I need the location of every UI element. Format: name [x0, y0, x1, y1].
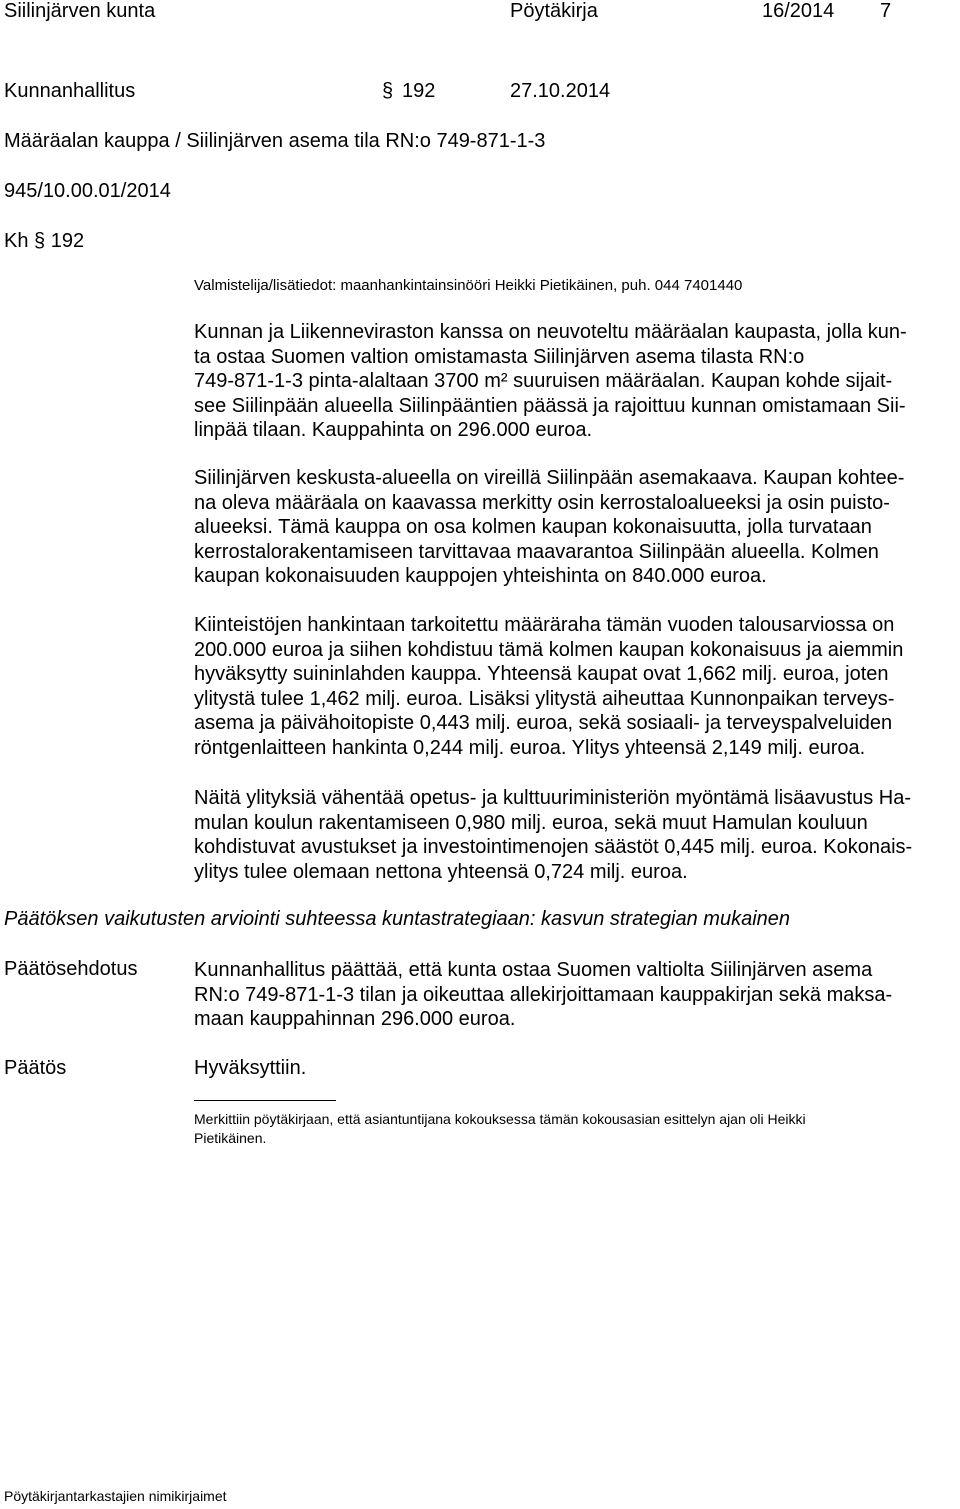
paragraph-line: linpää tilaan. Kauppahinta on 296.000 euroa.: [194, 419, 593, 441]
paragraph-line: ta ostaa Suomen valtion omistamasta Siilinjärven asema tilasta RN:o: [194, 345, 805, 368]
page-footer: Pöytäkirjantarkastajien nimikirjaimet: [4, 1488, 227, 1504]
paragraph-line: kaupan kokonaisuuden kauppojen yhteishinta on 840.000 euroa.: [194, 565, 767, 587]
paragraph-line: Kunnan ja Liikenneviraston kanssa on neuvoteltu määräalan kaupasta, jolla kun-: [194, 321, 907, 343]
paragraph-1: [194, 320, 954, 443]
proposal-line: maan kauppahinnan 296.000 euroa.: [194, 1008, 516, 1030]
decision-label: Päätös: [4, 1057, 67, 1079]
paragraph-4: [194, 786, 954, 884]
paragraph-line: Näitä ylityksiä vähentää opetus- ja kulttuuriministeriön myöntämä lisäavustus Ha-: [194, 787, 911, 809]
paragraph-3: [194, 613, 954, 760]
footnote-divider: [194, 1100, 336, 1101]
paragraph-line: kerrostalorakentamiseen tarvittavaa maavarantoa Siilinpään alueella. Kolmen: [194, 540, 879, 563]
proposal-text: [194, 958, 954, 1032]
paragraph-line: ylitystä tulee 1,462 milj. euroa. Lisäksi ylitystä aiheuttaa Kunnonpaikan terveys-: [194, 687, 895, 710]
document-type: Pöytäkirja: [510, 0, 598, 22]
paragraph-line: 200.000 euroa ja siihen kohdistuu tämä kolmen kaupan kokonaisuus ja aiemmin: [194, 638, 904, 661]
impact-assessment-heading: Päätöksen vaikutusten arviointi suhteessa kuntastrategiaan: kasvun strategian mukainen: [4, 908, 791, 930]
paragraph-line: hyväksytty suininlahden kauppa. Yhteensä kaupat ovat 1,662 milj. euroa, joten: [194, 663, 889, 685]
meeting-body: Kunnanhallitus: [4, 80, 136, 102]
item-reference: 945/10.00.01/2014: [4, 180, 171, 202]
paragraph-line: kohdistuvat avustukset ja investointimenojen säästöt 0,445 milj. euroa. Kokonais-: [194, 836, 913, 858]
proposal-label: Päätösehdotus: [4, 958, 138, 980]
section-symbol: §: [382, 80, 394, 102]
paragraph-line: Siilinjärven keskusta-alueella on vireillä Siilinpään asemakaava. Kaupan kohtee-: [194, 467, 905, 489]
section-number: 192: [402, 80, 436, 102]
paragraph-line: 749-871-1-3 pinta-alaltaan 3700 m² suuruisen määräalan. Kaupan kohde sijait-: [194, 370, 893, 392]
meeting-date: 27.10.2014: [510, 80, 611, 102]
municipality-name: Siilinjärven kunta: [4, 0, 156, 22]
paragraph-line: asema ja päivähoitopiste 0,443 milj. euroa, sekä sosiaali- ja terveyspalveluiden: [194, 712, 893, 734]
paragraph-line: see Siilinpään alueella Siilinpääntien päässä ja rajoittuu kunnan omistamaan Sii-: [194, 394, 906, 417]
paragraph-2: [194, 466, 954, 589]
footnote: [194, 1110, 894, 1148]
document-number: 16/2014: [762, 0, 835, 22]
preparer-info: Valmistelija/lisätiedot: maanhankintainsinööri Heikki Pietikäinen, puh. 044 7401440: [194, 277, 743, 294]
previous-section-number: 192: [50, 230, 85, 252]
paragraph-line: na oleva määräala on kaavassa merkitty osin kerrostaloalueeksi ja osin puisto-: [194, 491, 890, 514]
item-title: Määräalan kauppa / Siilinjärven asema tila RN:o 749-871-1-3: [4, 130, 546, 152]
paragraph-line: Kiinteistöjen hankintaan tarkoitettu määräraha tämän vuoden talousarviossa on: [194, 614, 895, 636]
paragraph-line: röntgenlaitteen hankinta 0,244 milj. euroa. Ylitys yhteensä 2,149 milj. euroa.: [194, 736, 866, 759]
previous-section-symbol: §: [34, 230, 46, 252]
paragraph-line: ylitys tulee olemaan nettona yhteensä 0,724 milj. euroa.: [194, 860, 688, 883]
paragraph-line: mulan koulun rakentamiseen 0,980 milj. euroa, sekä muut Hamulan kouluun: [194, 811, 868, 834]
proposal-line: Kunnanhallitus päättää, että kunta ostaa Suomen valtiolta Siilinjärven asema: [194, 959, 873, 981]
previous-handling-label: Kh: [4, 230, 29, 252]
page-number: 7: [880, 0, 892, 22]
proposal-line: RN:o 749-871-1-3 tilan ja oikeuttaa allekirjoittamaan kauppakirjan sekä maksa-: [194, 983, 893, 1006]
footnote-line: Merkittiin pöytäkirjaan, että asiantuntijana kokouksessa tämän kokousasian esittelyn ajan oli Heikki: [194, 1111, 806, 1127]
previous-handling: [4, 230, 84, 253]
decision-text: Hyväksyttiin.: [194, 1057, 307, 1079]
footnote-line: Pietikäinen.: [194, 1130, 267, 1146]
paragraph-line: alueeksi. Tämä kauppa on osa kolmen kaupan kokonaisuutta, jolla turvataan: [194, 516, 872, 538]
